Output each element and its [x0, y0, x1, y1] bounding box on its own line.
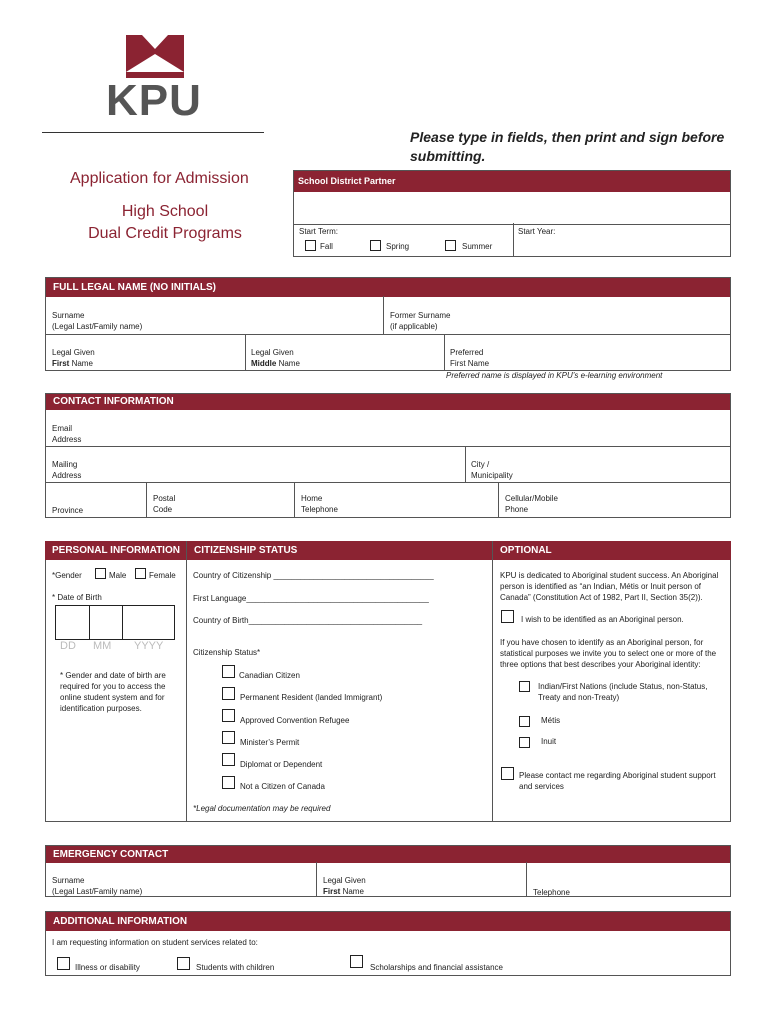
divider: [294, 482, 295, 518]
divider: [498, 482, 499, 518]
dob-month-hint: MM: [93, 640, 112, 652]
scholarships-checkbox[interactable]: [350, 955, 363, 968]
emergency-given-label: Legal Given: [323, 876, 366, 885]
gender-label: *Gender: [52, 571, 82, 580]
citizenship-status-label: Citizenship Status*: [193, 648, 261, 657]
optional-paragraph: If you have chosen to identify as an Aboriginal person, for statistical purposes we invite you to select one or more of the three options that best describes your Aboriginal identity:: [500, 638, 717, 669]
diplomat-label: Diplomat or Dependent: [240, 760, 323, 769]
divider: [513, 223, 514, 257]
children-label: Students with children: [196, 963, 275, 972]
ministers-permit-label: Minister’s Permit: [240, 738, 300, 747]
page-subtitle-2: Dual Credit Programs: [88, 225, 242, 242]
children-checkbox[interactable]: [177, 957, 190, 970]
inuit-label: Inuit: [541, 737, 557, 746]
cell-phone-label: Cellular/Mobile: [505, 494, 558, 503]
city-field[interactable]: [471, 459, 513, 481]
emergency-given-rest: Name: [340, 887, 364, 896]
divider: [465, 446, 466, 482]
page-subtitle-1: High School: [121, 203, 209, 220]
home-phone-field[interactable]: [301, 493, 338, 515]
divider: [492, 541, 493, 822]
male-checkbox[interactable]: [95, 568, 106, 579]
logo-text: KPU: [106, 76, 202, 125]
female-label: Female: [149, 571, 176, 580]
contact-support-checkbox[interactable]: [501, 767, 514, 780]
given-middle-rest: Name: [276, 359, 300, 368]
citizenship-note: *Legal documentation may be required: [193, 804, 331, 813]
refugee-checkbox[interactable]: [222, 709, 235, 722]
divider: [383, 296, 384, 334]
province-field[interactable]: Province: [52, 506, 84, 515]
cell-phone-sub: Phone: [505, 505, 529, 514]
inuit-checkbox[interactable]: [519, 737, 530, 748]
contact-header: CONTACT INFORMATION: [46, 394, 730, 410]
permanent-resident-label: Permanent Resident (landed Immigrant): [240, 693, 383, 702]
not-citizen-label: Not a Citizen of Canada: [240, 782, 325, 791]
ministers-permit-checkbox[interactable]: [222, 731, 235, 744]
email-sub: Address: [52, 435, 82, 444]
optional-header: OPTIONAL: [493, 541, 731, 560]
former-surname-label: Former Surname: [390, 311, 451, 320]
fall-checkbox[interactable]: [305, 240, 316, 251]
instruction-note: Please type in fields, then print and sign before submitting.: [410, 129, 725, 164]
legal-name-header: FULL LEGAL NAME (NO INITIALS): [46, 278, 730, 297]
city-label: City /: [471, 460, 490, 469]
given-middle-field[interactable]: [251, 347, 300, 369]
male-label: Male: [109, 571, 127, 580]
emergency-section: [45, 845, 731, 897]
emergency-surname-label: Surname: [52, 876, 85, 885]
home-phone-sub: Telephone: [301, 505, 338, 514]
kpu-logo: [100, 32, 210, 127]
spring-label: Spring: [386, 242, 410, 251]
divider: [186, 541, 187, 822]
divider: [45, 446, 731, 447]
mailing-sub: Address: [52, 471, 82, 480]
legal-name-section: [45, 277, 731, 371]
divider: [316, 862, 317, 897]
dob-day-hint: DD: [60, 640, 76, 652]
emergency-header: EMERGENCY CONTACT: [46, 846, 730, 863]
dob-month-input[interactable]: [89, 605, 123, 640]
divider: [146, 482, 147, 518]
given-middle-label: Legal Given: [251, 348, 294, 357]
aboriginal-identify-label: I wish to be identified as an Aboriginal person.: [521, 615, 684, 624]
divider: [45, 334, 731, 335]
fall-label: Fall: [320, 242, 333, 251]
optional-intro: KPU is dedicated to Aboriginal student success. An Aboriginal person is identified as “an Indian, Métis or Inuit person of Canada” (Constitution Act of 1982, Part II, Section 35(2)).: [500, 571, 719, 602]
canadian-citizen-checkbox[interactable]: [222, 665, 235, 678]
country-citizenship-field[interactable]: Country of Citizenship ____________________________________: [193, 571, 434, 580]
dob-day-input[interactable]: [55, 605, 90, 640]
country-birth-field[interactable]: Country of Birth_______________________________________: [193, 616, 423, 625]
preferred-sub: First Name: [450, 359, 490, 368]
preferred-label: Preferred: [450, 348, 484, 357]
preferred-field[interactable]: [450, 347, 489, 369]
spring-checkbox[interactable]: [370, 240, 381, 251]
not-citizen-checkbox[interactable]: [222, 776, 235, 789]
given-first-rest: Name: [69, 359, 93, 368]
emergency-telephone-field[interactable]: Telephone: [533, 888, 570, 897]
first-language-field[interactable]: First Language_________________________________________: [193, 594, 429, 603]
partner-input[interactable]: [294, 192, 730, 225]
cell-phone-field[interactable]: [505, 493, 558, 515]
illness-checkbox[interactable]: [57, 957, 70, 970]
diplomat-checkbox[interactable]: [222, 753, 235, 766]
partner-header: School District Partner: [294, 171, 730, 192]
personal-note: * Gender and date of birth are required for you to access the online student system and for identification purposes.: [60, 671, 166, 713]
citizenship-header: CITIZENSHIP STATUS: [187, 541, 492, 560]
metis-label: Métis: [541, 716, 561, 725]
given-middle-bold: Middle: [251, 359, 277, 368]
dob-year-hint: YYYY: [134, 640, 164, 652]
dob-year-input[interactable]: [122, 605, 175, 640]
surname-field[interactable]: [52, 310, 142, 332]
divider: [245, 334, 246, 371]
former-surname-sub: (if applicable): [390, 322, 438, 331]
postal-field[interactable]: [153, 493, 175, 515]
personal-header: PERSONAL INFORMATION: [45, 541, 193, 560]
postal-label: Postal: [153, 494, 176, 503]
given-first-label: Legal Given: [52, 348, 95, 357]
first-nations-checkbox[interactable]: [519, 681, 530, 692]
given-first-field[interactable]: [52, 347, 95, 369]
female-checkbox[interactable]: [135, 568, 146, 579]
divider: [526, 862, 527, 897]
emergency-given-bold: First: [323, 887, 341, 896]
permanent-resident-checkbox[interactable]: [222, 687, 235, 700]
contact-support-label: Please contact me regarding Aboriginal student support and services: [519, 771, 716, 791]
scholarships-label: Scholarships and financial assistance: [370, 963, 503, 972]
summer-checkbox[interactable]: [445, 240, 456, 251]
start-year-label: Start Year:: [518, 227, 556, 236]
dob-label: * Date of Birth: [52, 593, 102, 602]
email-field[interactable]: [52, 423, 81, 445]
mailing-label: Mailing: [52, 460, 78, 469]
divider: [444, 334, 445, 371]
divider: [45, 482, 731, 483]
illness-label: Illness or disability: [75, 963, 140, 972]
preferred-note: Preferred name is displayed in KPU’s e-learning environment: [446, 371, 663, 380]
first-nations-label: Indian/First Nations (include Status, non-Status, Treaty and non-Treaty): [538, 682, 708, 702]
start-term-label: Start Term:: [299, 227, 338, 236]
page-title: Application for Admission: [70, 170, 249, 187]
surname-sub: (Legal Last/Family name): [52, 322, 143, 331]
additional-intro: I am requesting information on student services related to:: [52, 938, 258, 947]
city-sub: Municipality: [471, 471, 513, 480]
partner-box: [293, 170, 731, 257]
metis-checkbox[interactable]: [519, 716, 530, 727]
home-phone-label: Home: [301, 494, 323, 503]
canadian-citizen-label: Canadian Citizen: [239, 671, 300, 680]
logo-mark-icon: [100, 32, 210, 82]
contact-section: [45, 393, 731, 518]
refugee-label: Approved Convention Refugee: [240, 716, 350, 725]
mailing-field[interactable]: [52, 459, 81, 481]
additional-header: ADDITIONAL INFORMATION: [46, 912, 730, 931]
given-first-bold: First: [52, 359, 70, 368]
emergency-surname-field[interactable]: [52, 875, 142, 897]
email-label: Email: [52, 424, 73, 433]
emergency-given-field[interactable]: [323, 875, 366, 897]
summer-label: Summer: [462, 242, 493, 251]
aboriginal-identify-checkbox[interactable]: [501, 610, 514, 623]
emergency-surname-sub: (Legal Last/Family name): [52, 887, 143, 896]
surname-label: Surname: [52, 311, 85, 320]
logo-underline: [42, 132, 264, 133]
postal-sub: Code: [153, 505, 173, 514]
former-surname-field[interactable]: [390, 310, 450, 332]
